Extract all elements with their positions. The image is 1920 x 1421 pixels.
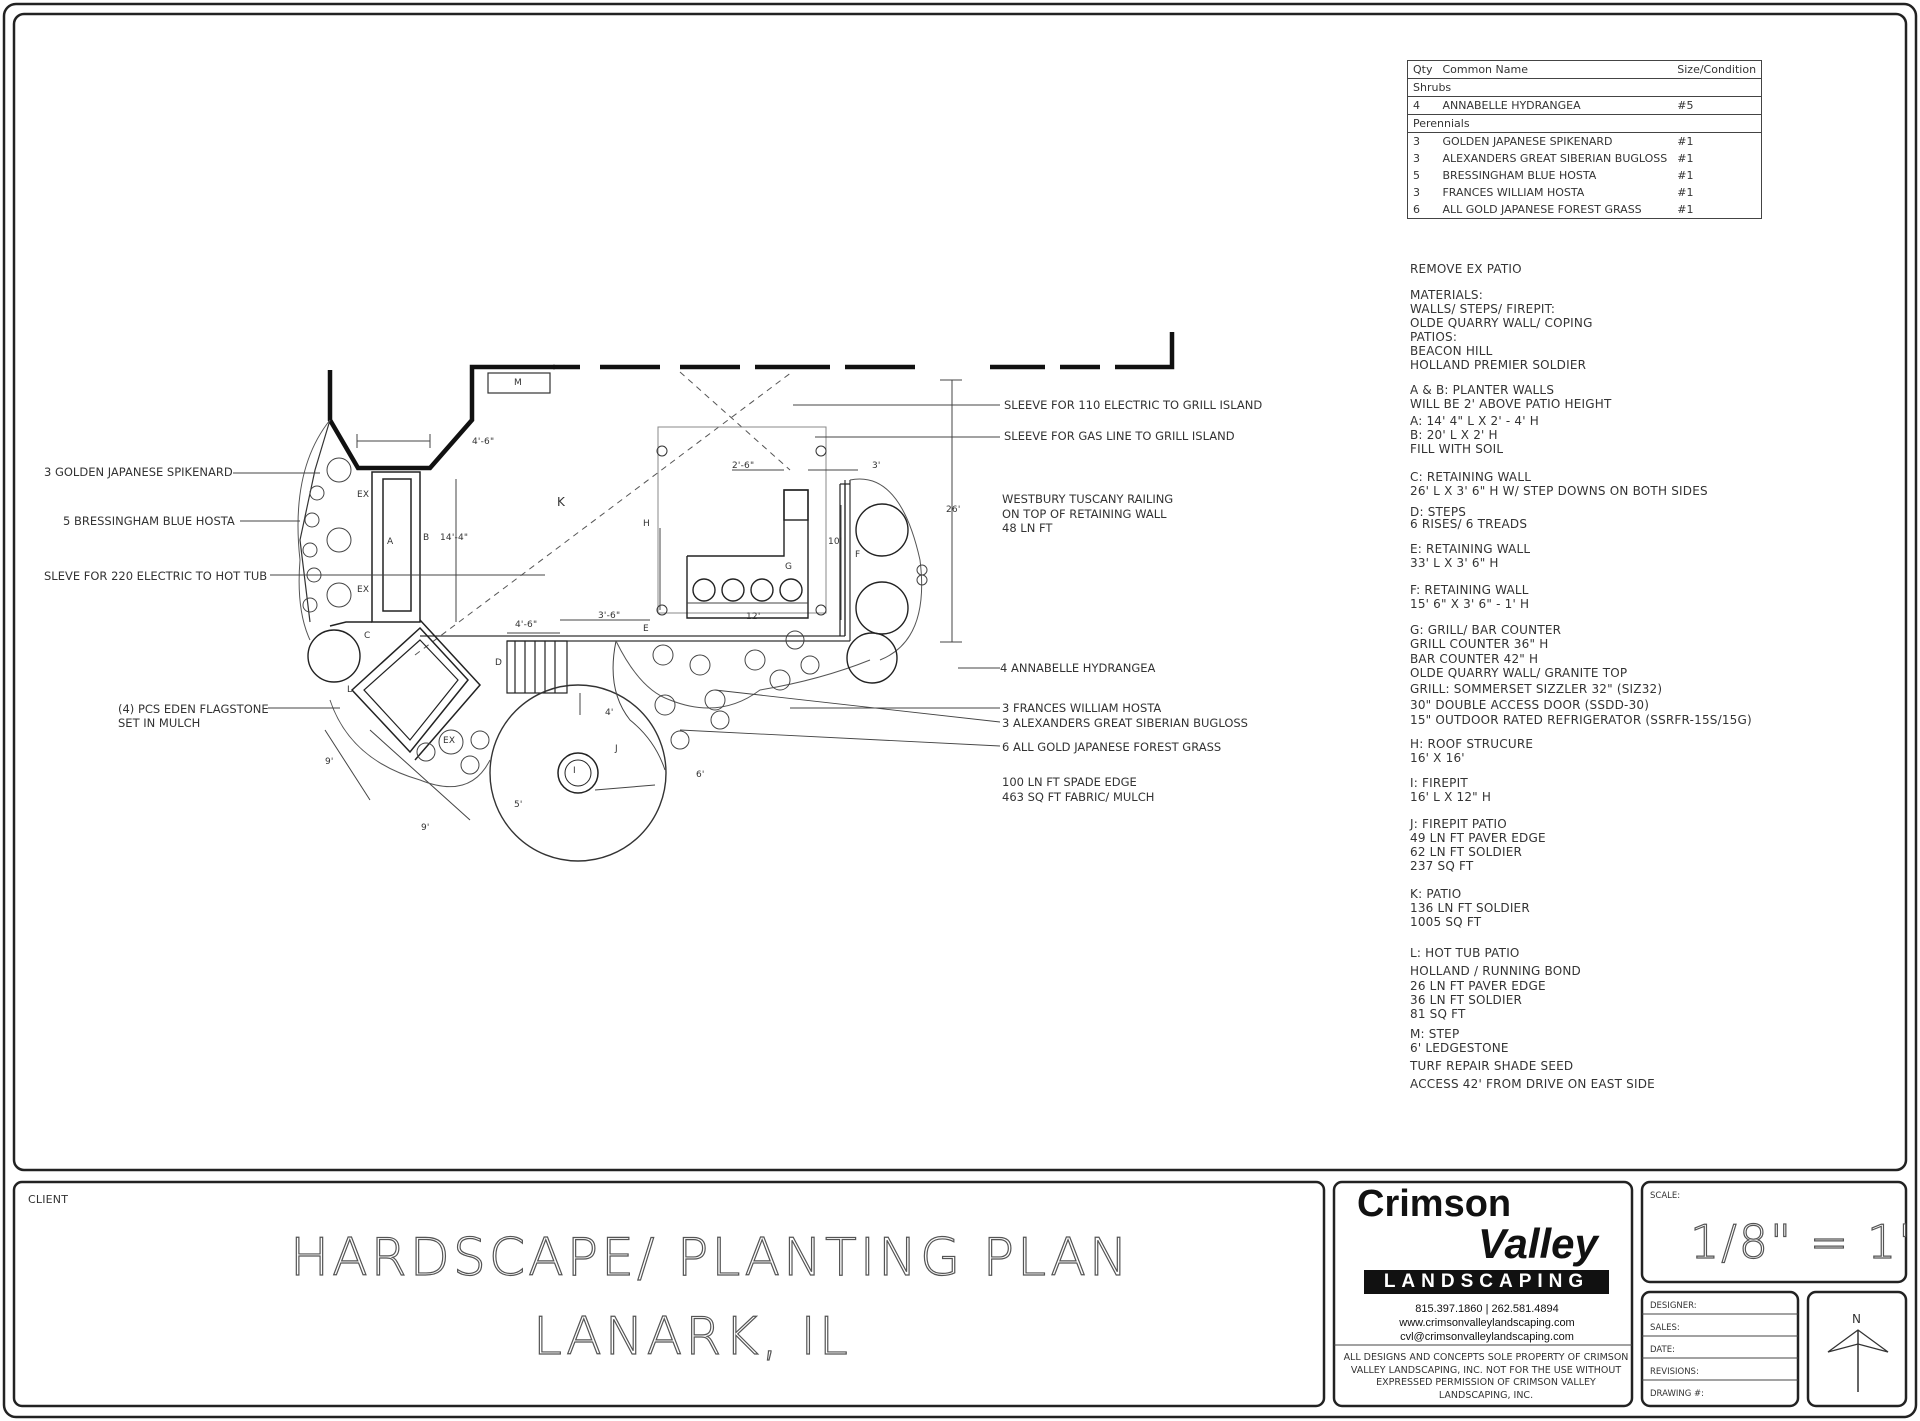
north-arrow-icon bbox=[1828, 1330, 1888, 1392]
scale-label: SCALE: bbox=[1650, 1191, 1681, 1201]
callout-spade-edge: 100 LN FT SPADE EDGE bbox=[1002, 775, 1137, 789]
section-shrubs: Shrubs bbox=[1408, 79, 1762, 97]
field-revisions: REVISIONS: bbox=[1650, 1367, 1699, 1377]
field-date: DATE: bbox=[1650, 1345, 1675, 1355]
table-row: 3 GOLDEN JAPANESE SPIKENARD #1 bbox=[1408, 133, 1762, 151]
project-location: LANARK, IL bbox=[533, 1307, 851, 1367]
client-label: CLIENT bbox=[28, 1193, 69, 1206]
company-phone: 815.397.1860 | 262.581.4894 bbox=[1415, 1303, 1559, 1315]
callout-sleeve-110: SLEEVE FOR 110 ELECTRIC TO GRILL ISLAND bbox=[1004, 398, 1263, 412]
col-qty: Qty bbox=[1413, 63, 1433, 76]
steps-d bbox=[507, 641, 567, 693]
section-perennials: Perennials bbox=[1408, 115, 1762, 133]
callout-sleeve-220: SLEVE FOR 220 ELECTRIC TO HOT TUB bbox=[44, 569, 268, 583]
disclaimer: ALL DESIGNS AND CONCEPTS SOLE PROPERTY OF CRIMSON VALLEY LANDSCAPING, INC. NOT FOR THE USE WITHOUT EXPRESSED PERMISSION OF CRIMSON VALLEY LANDSCAPING, INC. bbox=[1343, 1352, 1629, 1401]
callout-fabric-mulch: 463 SQ FT FABRIC/ MULCH bbox=[1002, 790, 1155, 804]
field-sales: SALES: bbox=[1650, 1323, 1680, 1333]
col-common-name: Common Name bbox=[1442, 63, 1528, 76]
page-title: HARDSCAPE/ PLANTING PLAN bbox=[290, 1228, 1131, 1288]
callout-forest-grass: 6 ALL GOLD JAPANESE FOREST GRASS bbox=[1002, 740, 1222, 754]
callout-blue-hosta: 5 BRESSINGHAM BLUE HOSTA bbox=[63, 514, 235, 528]
hot-tub bbox=[352, 628, 468, 752]
callout-spikenard: 3 GOLDEN JAPANESE SPIKENARD bbox=[44, 465, 233, 479]
client-box bbox=[14, 1182, 1324, 1406]
callout-flagstone-mulch: SET IN MULCH bbox=[118, 716, 201, 730]
table-row: 6 ALL GOLD JAPANESE FOREST GRASS #1 bbox=[1413, 203, 1694, 216]
note-remove: REMOVE EX PATIO bbox=[1410, 262, 1522, 276]
firepit bbox=[558, 753, 598, 793]
logo-bar: LANDSCAPING bbox=[1364, 1270, 1609, 1294]
table-row: 5 BRESSINGHAM BLUE HOSTA #1 bbox=[1413, 169, 1694, 182]
callout-flagstone: (4) PCS EDEN FLAGSTONE bbox=[118, 702, 269, 716]
callout-railing: WESTBURY TUSCANY RAILING bbox=[1002, 492, 1174, 506]
callout-bugloss: 3 ALEXANDERS GREAT SIBERIAN BUGLOSS bbox=[1002, 716, 1248, 730]
col-size: Size/Condition bbox=[1677, 63, 1757, 76]
north-label: N bbox=[1852, 1312, 1862, 1326]
plant-schedule-table bbox=[1407, 60, 1762, 219]
field-drawing-number: DRAWING #: bbox=[1650, 1389, 1705, 1399]
callout-hydrangea: 4 ANNABELLE HYDRANGEA bbox=[1000, 661, 1156, 675]
scale-value: 1/8" = 1' bbox=[1690, 1215, 1913, 1269]
table-row: 3 ALEXANDERS GREAT SIBERIAN BUGLOSS #1 bbox=[1413, 152, 1694, 165]
callout-sleeve-gas: SLEEVE FOR GAS LINE TO GRILL ISLAND bbox=[1004, 429, 1235, 443]
hydrangea-icons bbox=[308, 504, 908, 683]
callout-frances-hosta: 3 FRANCES WILLIAM HOSTA bbox=[1002, 701, 1162, 715]
north-box bbox=[1808, 1292, 1906, 1406]
field-designer: DESIGNER: bbox=[1650, 1301, 1697, 1311]
grill-island bbox=[687, 490, 808, 618]
logo-crimson: Crimson bbox=[1357, 1183, 1512, 1225]
planter-b bbox=[372, 472, 420, 622]
company-website[interactable]: www.crimsonvalleylandscaping.com bbox=[1399, 1317, 1575, 1329]
table-header bbox=[1408, 61, 1762, 79]
table-row: 4 ANNABELLE HYDRANGEA #5 bbox=[1408, 97, 1762, 115]
drawing-sheet: Qty Common Name Size/Condition Shrubs 4 ANNABELLE HYDRANGEA #5 Perennials 3 GOLDEN JAPANESE SPIKENARD #1 3 ALEXANDERS GREAT SIBERIAN BUGLOSS #1 5 BRESSINGHAM BLUE HOSTA #1 3 FRANCES WILLIAM HOSTA #1 6 ALL GOLD JAPANESE FOREST GRASS #1 REMOVE EX PATIO MATERIALS: WALLS/ STEPS/ FIREPIT: OLDE QUARRY WALL/ COPING PATIOS: BEACON HILL HOLLAND PREMIER SOLDIER A & B: PLANTER WALLS WILL BE 2' ABOVE PATIO HEIGHT A: 14' 4" L X 2' - 4' H B: 20' L X 2' H FILL WITH SOIL C: RETAINING WALL 26' L X 3' 6" H W/ STEP DOWNS ON BOTH SIDES D: STEPS 6 RISES/ 6 TREADS E: RETAINING WALL 33' L X 3' 6" H F: RETAINING WALL 15' 6" X 3' 6" - 1' H G: GRILL/ BAR COUNTER GRILL COUNTER 36" H BAR COUNTER 42" H OLDE QUARRY WALL/ GRANITE TOP GRILL: SOMMERSET SIZZLER 32" (SIZ32) 30" DOUBLE ACCESS DOOR (SSDD-30) 15" OUTDOOR RATED REFRIGERATOR (SSRFR-15S/15G) H: ROOF STRUCURE 16' X 16' I: FIREPIT 16' L X 12" H J: FIREPIT PATIO 49 LN FT PAVER EDGE 62 LN FT SOLDIER 237 SQ FT K: PATIO 136 LN FT SOLDIER 1005 SQ FT L: HOT TUB PATIO HOLLAND / RUNNING BOND 26 LN FT PAVER EDGE 36 LN FT SOLDIER 81 SQ FT M: STEP 6' LEDGESTONE TURF REPAIR SHADE SEED ACCESS 42' FROM DRIVE ON EAST SIDE 3 GOLDEN JAPANESE SPIKENARD 5 BRESSINGHAM BLUE HOSTA SLEVE FOR 220 ELECTRIC TO HOT TUB (4) PCS EDEN FLAGSTONE SET IN MULCH SLEEVE FOR 110 ELECTRIC TO GRILL ISLAND SLEEVE FOR GAS LINE TO GRILL ISLAND WESTBURY TUSCANY RAILING ON TOP OF RETAINING WALL 48 LN FT 4 ANNABELLE HYDRANGEA 3 FRANCES WILLIAM HOSTA 3 ALEXANDERS GREAT SIBERIAN BUGLOSS 6 ALL GOLD JAPANESE FOREST GRASS 100 LN FT SPADE EDGE 463 SQ FT FABRIC/ MULCH M K A B C D E F G H I J L EX EX EX 4'-6" 14'-4" 2'-6" 3' 26' 10' 12' 4'-6" 3'-6" 4' 6' 5' 9' 9' CLIENT HARDSCAPE/ PLANTING PLAN LANARK, IL Crimson Valley LANDSCAPING 815.397.1860 | 262.581.4894 www.crimsonvalleylandscaping.com cvl@crimsonvalleylandscaping.com ALL DESIGNS AND CONCEPTS SOLE PROPERTY OF CRIMSON VALLEY LANDSCAPING, INC. NOT FOR THE USE WITHOUT EXPRESSED PERMISSION OF CRIMSON VALLEY LANDSCAPING, INC. SCALE: 1/8" = 1' DESIGNER: SALES: DATE: REVISIONS: DRAWING #: N bbox=[0, 0, 1920, 1421]
table-row: 3 FRANCES WILLIAM HOSTA #1 bbox=[1413, 186, 1694, 199]
firepit-patio bbox=[490, 685, 666, 861]
logo-valley: Valley bbox=[1478, 1220, 1598, 1267]
company-email[interactable]: cvl@crimsonvalleylandscaping.com bbox=[1400, 1331, 1574, 1343]
